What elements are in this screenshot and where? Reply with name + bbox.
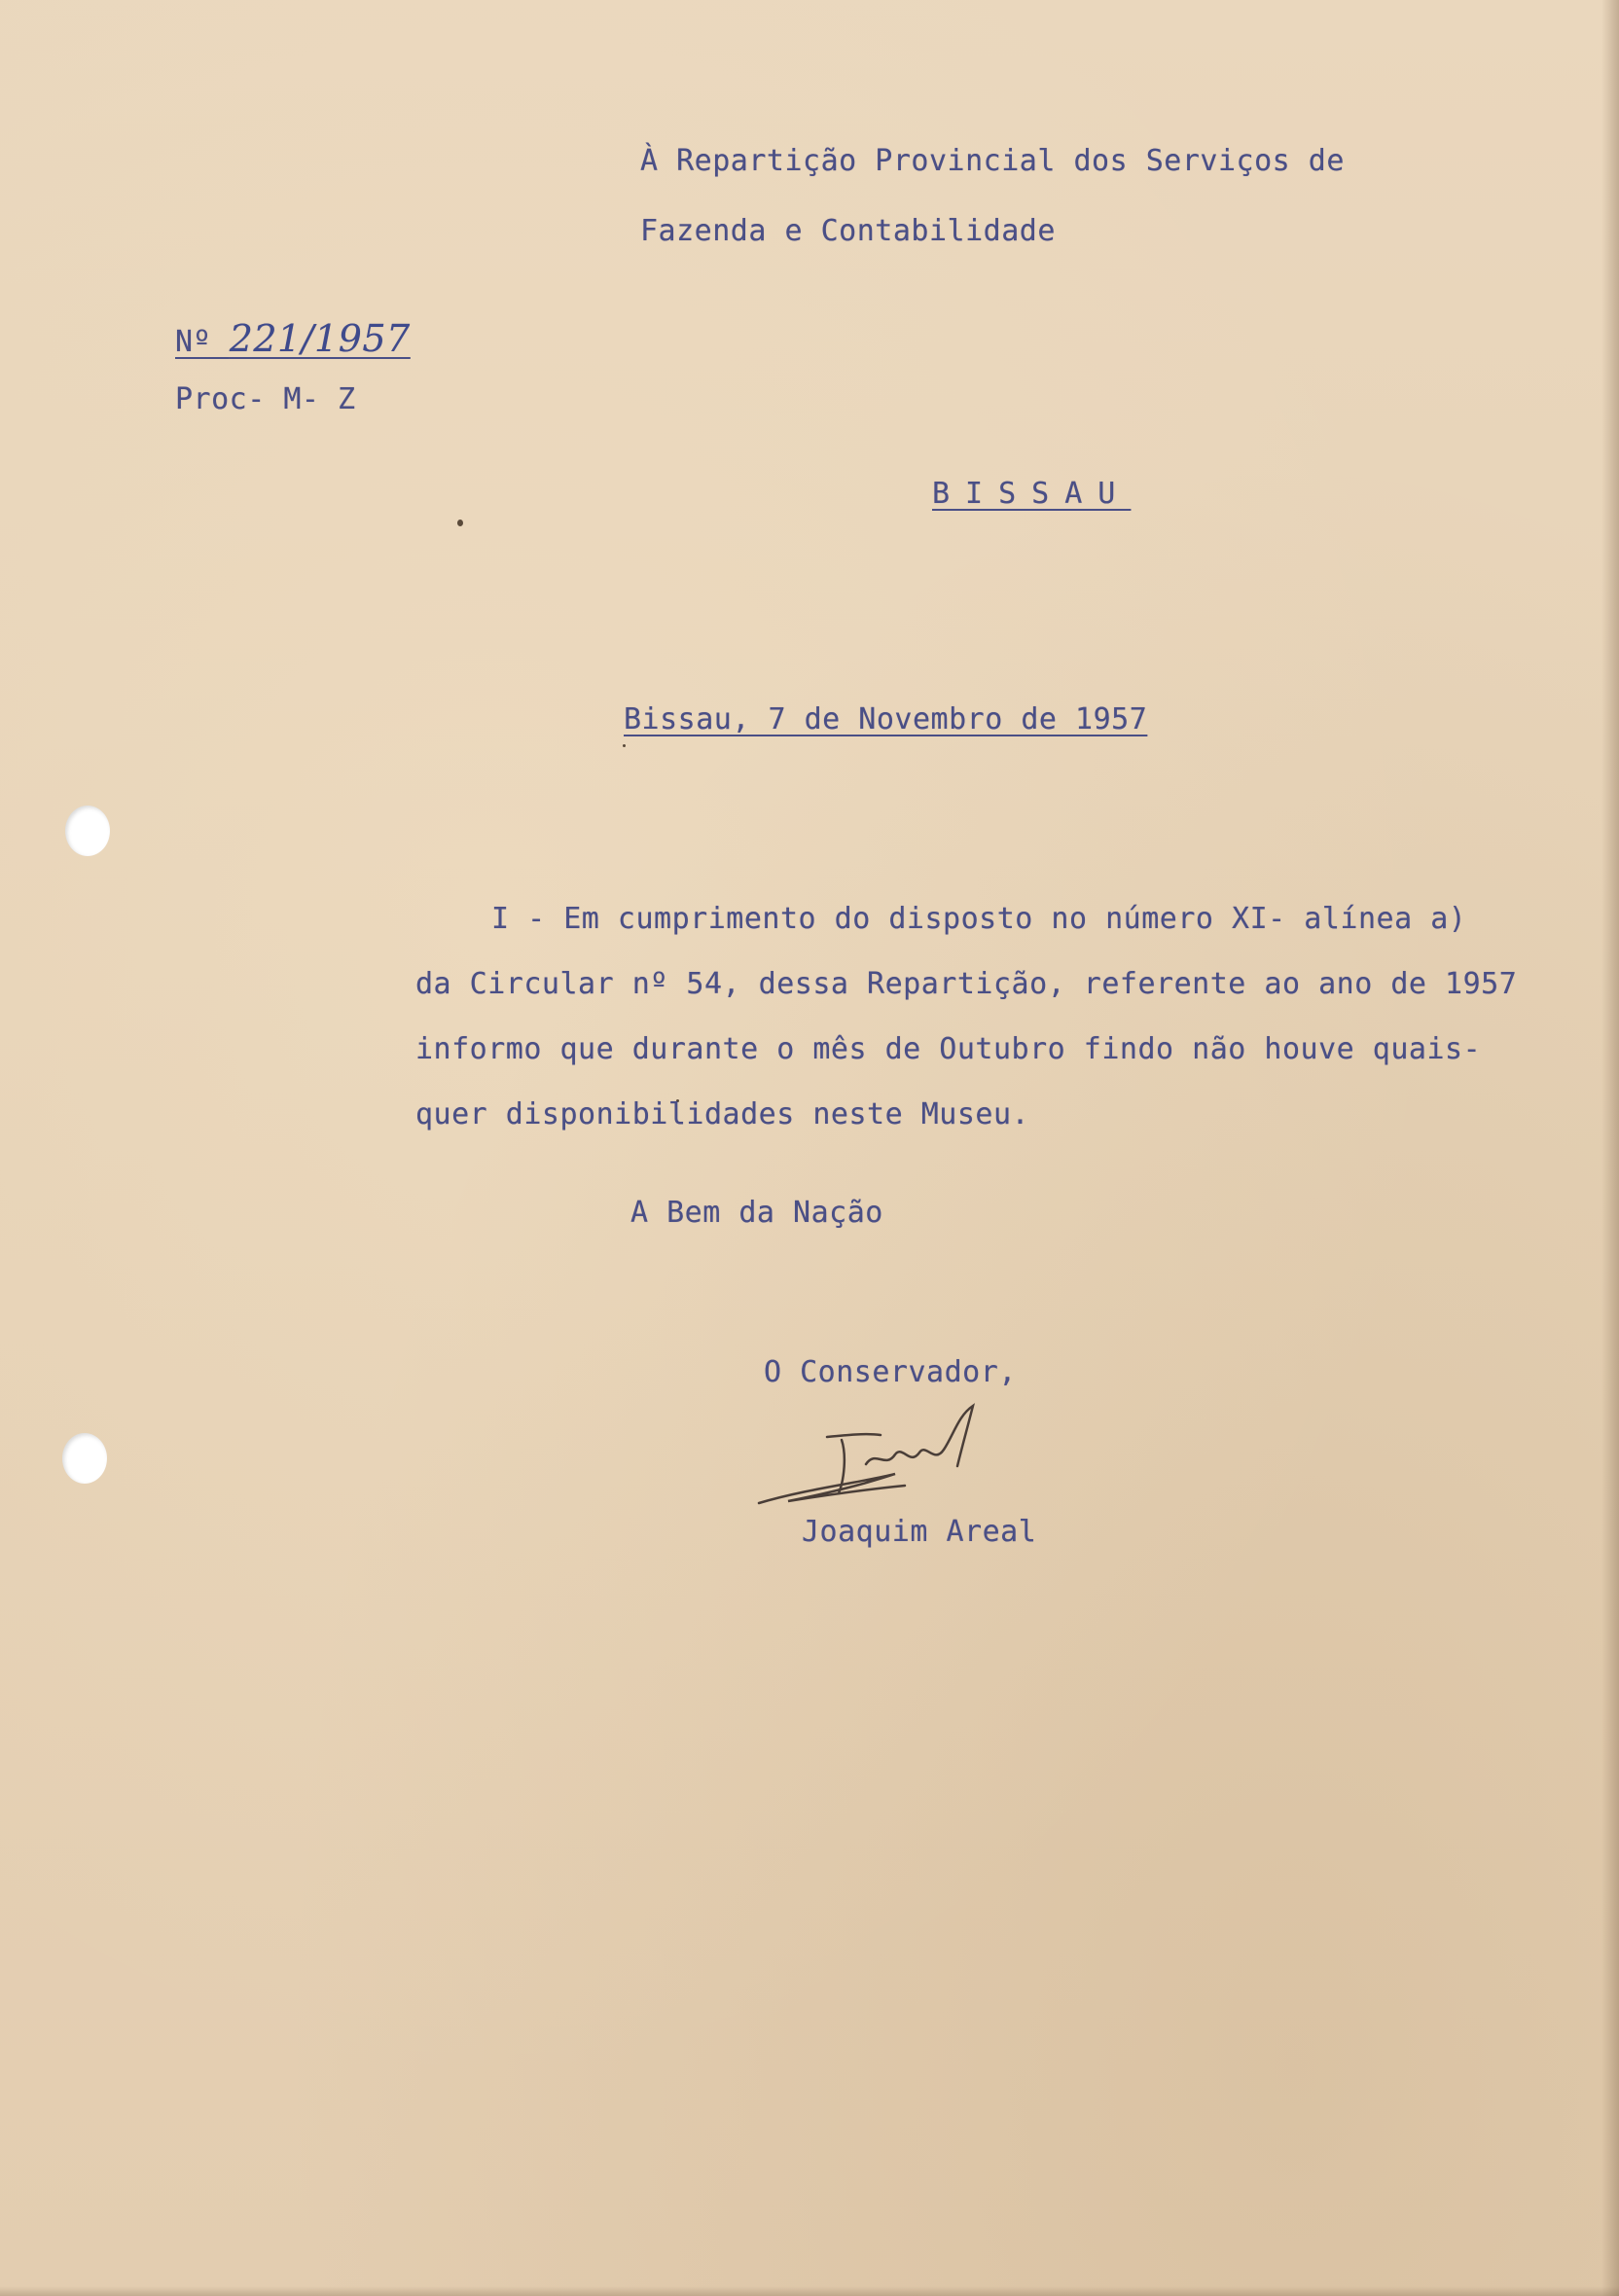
reference-number: [175, 317, 411, 360]
punch-hole-bottom: [62, 1433, 107, 1484]
process-code: Proc- M- Z: [175, 382, 356, 416]
punch-hole-top: [65, 806, 110, 856]
addressee-line-1: À Repartição Provincial dos Serviços de: [640, 144, 1345, 178]
date-line: Bissau, 7 de Novembro de 1957: [624, 702, 1148, 736]
signatory-title: O Conservador,: [764, 1355, 1017, 1389]
paper-speck: [457, 520, 463, 526]
place-heading: BISSAU: [932, 477, 1132, 511]
body-line-4: quer disponibilidades neste Museu.: [415, 1097, 1030, 1131]
reference-number-handwritten: 221/1957: [229, 317, 411, 360]
body-line-3: informo que durante o mês de Outubro findo não houve quais-: [415, 1032, 1482, 1066]
body-line-1: I - Em cumprimento do disposto no número XI- alínea a): [491, 902, 1467, 936]
paper-speck: [623, 744, 626, 747]
handwritten-signature: [749, 1396, 1022, 1523]
closing-salutation: A Bem da Nação: [630, 1196, 883, 1230]
signatory-name: Joaquim Areal: [802, 1515, 1037, 1549]
addressee-line-2: Fazenda e Contabilidade: [640, 214, 1056, 248]
page-edge-shadow: [1601, 0, 1619, 2296]
body-line-2: da Circular nº 54, dessa Repartição, referente ao ano de 1957: [415, 967, 1518, 1001]
reference-number-prefix: Nº: [175, 325, 230, 359]
page-bottom-shadow: [0, 2286, 1619, 2296]
